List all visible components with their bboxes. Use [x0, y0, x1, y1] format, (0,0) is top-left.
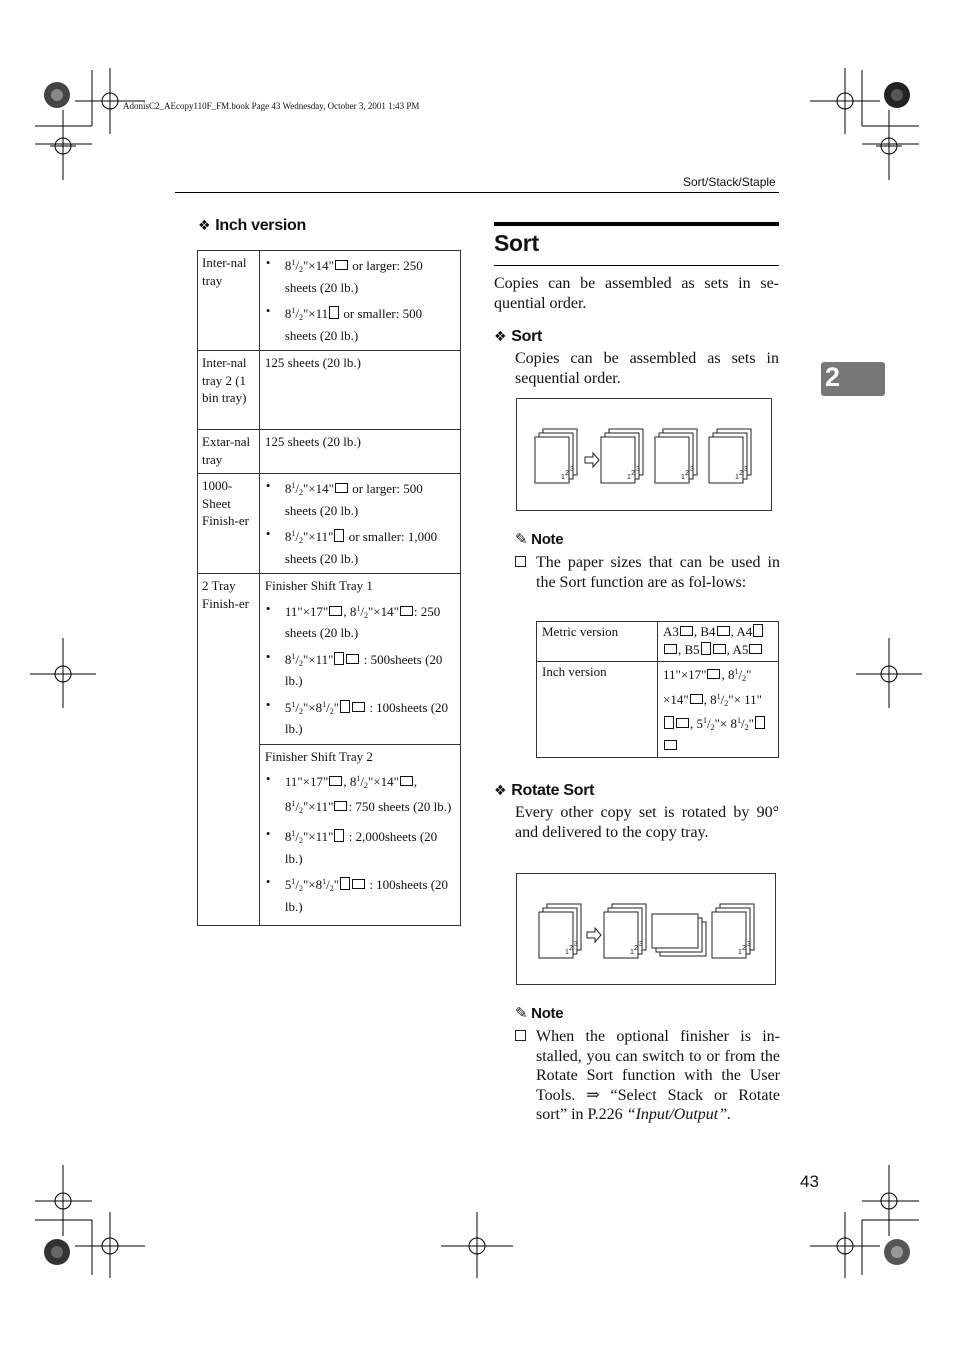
header-rule	[175, 192, 779, 193]
svg-text:3: 3	[690, 466, 694, 473]
svg-text:2: 2	[685, 470, 689, 477]
note-heading-text: Note	[531, 531, 564, 548]
landscape-paper-icon	[400, 606, 413, 616]
sort-intro: Copies can be assembled as sets in se-quential order.	[494, 275, 779, 312]
diamond-icon: ❖	[198, 217, 211, 233]
note-heading	[515, 1004, 563, 1022]
landscape-paper-icon	[749, 644, 762, 654]
svg-text:3: 3	[636, 466, 640, 473]
svg-text:1: 1	[561, 474, 565, 481]
sort-illustration	[516, 398, 772, 511]
tray-value	[259, 744, 460, 926]
list-item: • $8^1/_2"\times 14$" or larger: 500 sheets (20 lb.)	[285, 477, 456, 519]
note-heading	[515, 530, 563, 548]
landscape-paper-icon	[329, 606, 342, 616]
rotate-sort-diagram	[517, 874, 775, 984]
note-item	[515, 553, 780, 592]
svg-text:1: 1	[681, 474, 685, 481]
portrait-paper-icon	[753, 624, 763, 637]
svg-text:3: 3	[744, 466, 748, 473]
table-row	[198, 351, 461, 430]
tray-value	[259, 574, 460, 745]
table-row	[198, 474, 461, 574]
table-row	[537, 662, 779, 758]
chapter-tab	[821, 362, 885, 396]
tray-value: 125 sheets (20 lb.)	[259, 430, 460, 474]
svg-text:3: 3	[747, 941, 751, 948]
list-item: • $8^1/_2"\times 11$ or smaller: 500 sheets (20 lb.)	[285, 302, 456, 344]
portrait-paper-icon	[334, 529, 344, 542]
landscape-paper-icon	[335, 483, 348, 493]
landscape-paper-icon	[676, 718, 689, 728]
sort-description: Copies can be assembled as sets in sequential order.	[515, 350, 779, 387]
svg-text:3: 3	[570, 466, 574, 473]
size-label: Inch version	[537, 662, 658, 758]
svg-text:1: 1	[565, 949, 569, 956]
tray-value	[259, 251, 460, 351]
tray-label: Inter-nal tray	[198, 251, 260, 351]
table-row	[537, 622, 779, 662]
checkbox-icon	[515, 1030, 526, 1041]
landscape-paper-icon	[680, 626, 693, 636]
svg-text:1: 1	[735, 474, 739, 481]
portrait-paper-icon	[755, 716, 765, 729]
svg-text:2: 2	[739, 470, 743, 477]
svg-text:2: 2	[742, 945, 746, 952]
list-item: • $8^1/_2"\times 11$" : 2,000sheets (20 lb.)	[285, 825, 456, 867]
portrait-paper-icon	[334, 652, 344, 665]
size-label: Metric version	[537, 622, 658, 662]
page-number: 43	[800, 1172, 819, 1191]
section-title: Sort	[494, 230, 539, 256]
rotate-sort-subheading	[494, 782, 594, 800]
landscape-paper-icon	[717, 626, 730, 636]
landscape-paper-icon	[335, 260, 348, 270]
svg-text:2: 2	[569, 945, 573, 952]
size-value: 11"×17" , $8^1/_2$" ×14" , $8^1/_2"\times 11$", $5^1/_2"\times 8^1/_2$"	[658, 662, 779, 758]
list-item: • $8^1/_2"\times 11$" or smaller: 1,000 sheets (20 lb.)	[285, 525, 456, 567]
landscape-paper-icon	[707, 669, 720, 679]
landscape-paper-icon	[664, 740, 677, 750]
note-text: The paper sizes that can be used in the Sort function are as fol-lows:	[536, 554, 780, 591]
svg-text:1: 1	[630, 949, 634, 956]
portrait-paper-icon	[701, 642, 711, 655]
landscape-paper-icon	[352, 702, 365, 712]
cross-reference[interactable]: “Input/Output”.	[626, 1106, 732, 1123]
landscape-paper-icon	[400, 776, 413, 786]
list-item: • $8^1/_2"\times 14$" or larger: 250 sheets (20 lb.)	[285, 254, 456, 296]
landscape-paper-icon	[690, 694, 703, 704]
checkbox-icon	[515, 556, 526, 567]
svg-text:1: 1	[738, 949, 742, 956]
tray-label: 1000-Sheet Finish-er	[198, 474, 260, 574]
landscape-paper-icon	[346, 654, 359, 664]
list-item: • 11"×17" , $8^1/_2"\times 14$" : 250 sheets (20 lb.)	[285, 600, 456, 642]
sort-subheading	[494, 328, 542, 346]
svg-text:1: 1	[627, 474, 631, 481]
diamond-icon: ❖	[494, 782, 507, 798]
table-row	[198, 251, 461, 351]
subheading-text: Sort	[511, 328, 543, 345]
portrait-paper-icon	[664, 716, 674, 729]
tray-label: Extar-nal tray	[198, 430, 260, 474]
list-item: • $5^1/_2"\times 8^1/_2$" : 100sheets (20 lb.)	[285, 873, 456, 915]
svg-text:3: 3	[639, 941, 643, 948]
landscape-paper-icon	[329, 776, 342, 786]
svg-text:3: 3	[574, 941, 578, 948]
diamond-icon: ❖	[494, 328, 507, 344]
landscape-paper-icon	[352, 879, 365, 889]
tray-label: 2 Tray Finish-er	[198, 574, 260, 926]
portrait-paper-icon	[329, 306, 339, 319]
pencil-icon: ✎	[515, 531, 528, 548]
tray-label: Inter-nal tray 2 (1 bin tray)	[198, 351, 260, 430]
inch-version-table	[197, 250, 461, 926]
sort-diagram	[517, 399, 771, 510]
size-value: A3 , B4 , A4, B5 , A5	[658, 622, 779, 662]
landscape-paper-icon	[664, 644, 677, 654]
section-rule	[494, 222, 779, 226]
inch-version-heading	[198, 217, 306, 235]
portrait-paper-icon	[334, 829, 344, 842]
note-item	[515, 1027, 780, 1125]
sub-tray-title: Finisher Shift Tray 2	[264, 748, 373, 764]
chapter-number: 2	[825, 362, 841, 392]
paper-size-table	[536, 621, 779, 758]
portrait-paper-icon	[340, 700, 350, 713]
list-item: • 11"×17" , $8^1/_2"\times 14$" , $8^1/_2"\times 11$" : 750 sheets (20 lb.)	[285, 770, 456, 819]
landscape-paper-icon	[334, 801, 347, 811]
portrait-paper-icon	[340, 877, 350, 890]
table-row	[198, 430, 461, 474]
rotate-sort-illustration	[516, 873, 776, 985]
list-item: • $5^1/_2"\times 8^1/_2$" : 100sheets (20 lb.)	[285, 696, 456, 738]
arrow-icon	[587, 928, 601, 942]
tray-value	[259, 474, 460, 574]
svg-text:2: 2	[631, 470, 635, 477]
svg-text:2: 2	[634, 945, 638, 952]
heading-text: Inch version	[215, 217, 306, 234]
running-head: Sort/Stack/Staple	[683, 175, 776, 189]
section-rule	[494, 265, 779, 266]
file-info: AdonisC2_AEcopy110F_FM.book Page 43 Wednesday, October 3, 2001 1:43 PM	[123, 101, 420, 111]
svg-text:2: 2	[565, 470, 569, 477]
arrow-icon	[585, 453, 599, 467]
note-text: When the optional finisher is in-stalled, you can switch to or from the Rotate Sort function with the User Tools. ⇒ “Select Stack or Rotate sort” in P.226	[536, 1028, 780, 1123]
rotate-sort-description: Every other copy set is rotated by 90° and delivered to the copy tray.	[515, 804, 779, 841]
tray-value: 125 sheets (20 lb.)	[259, 351, 460, 430]
note-heading-text: Note	[531, 1005, 564, 1022]
subheading-text: Rotate Sort	[511, 782, 595, 799]
landscape-paper-icon	[713, 644, 726, 654]
list-item: • $8^1/_2"\times 11$" : 500sheets (20 lb.)	[285, 648, 456, 690]
pencil-icon: ✎	[515, 1005, 528, 1022]
table-row	[198, 574, 461, 745]
sub-tray-title: Finisher Shift Tray 1	[264, 578, 373, 593]
